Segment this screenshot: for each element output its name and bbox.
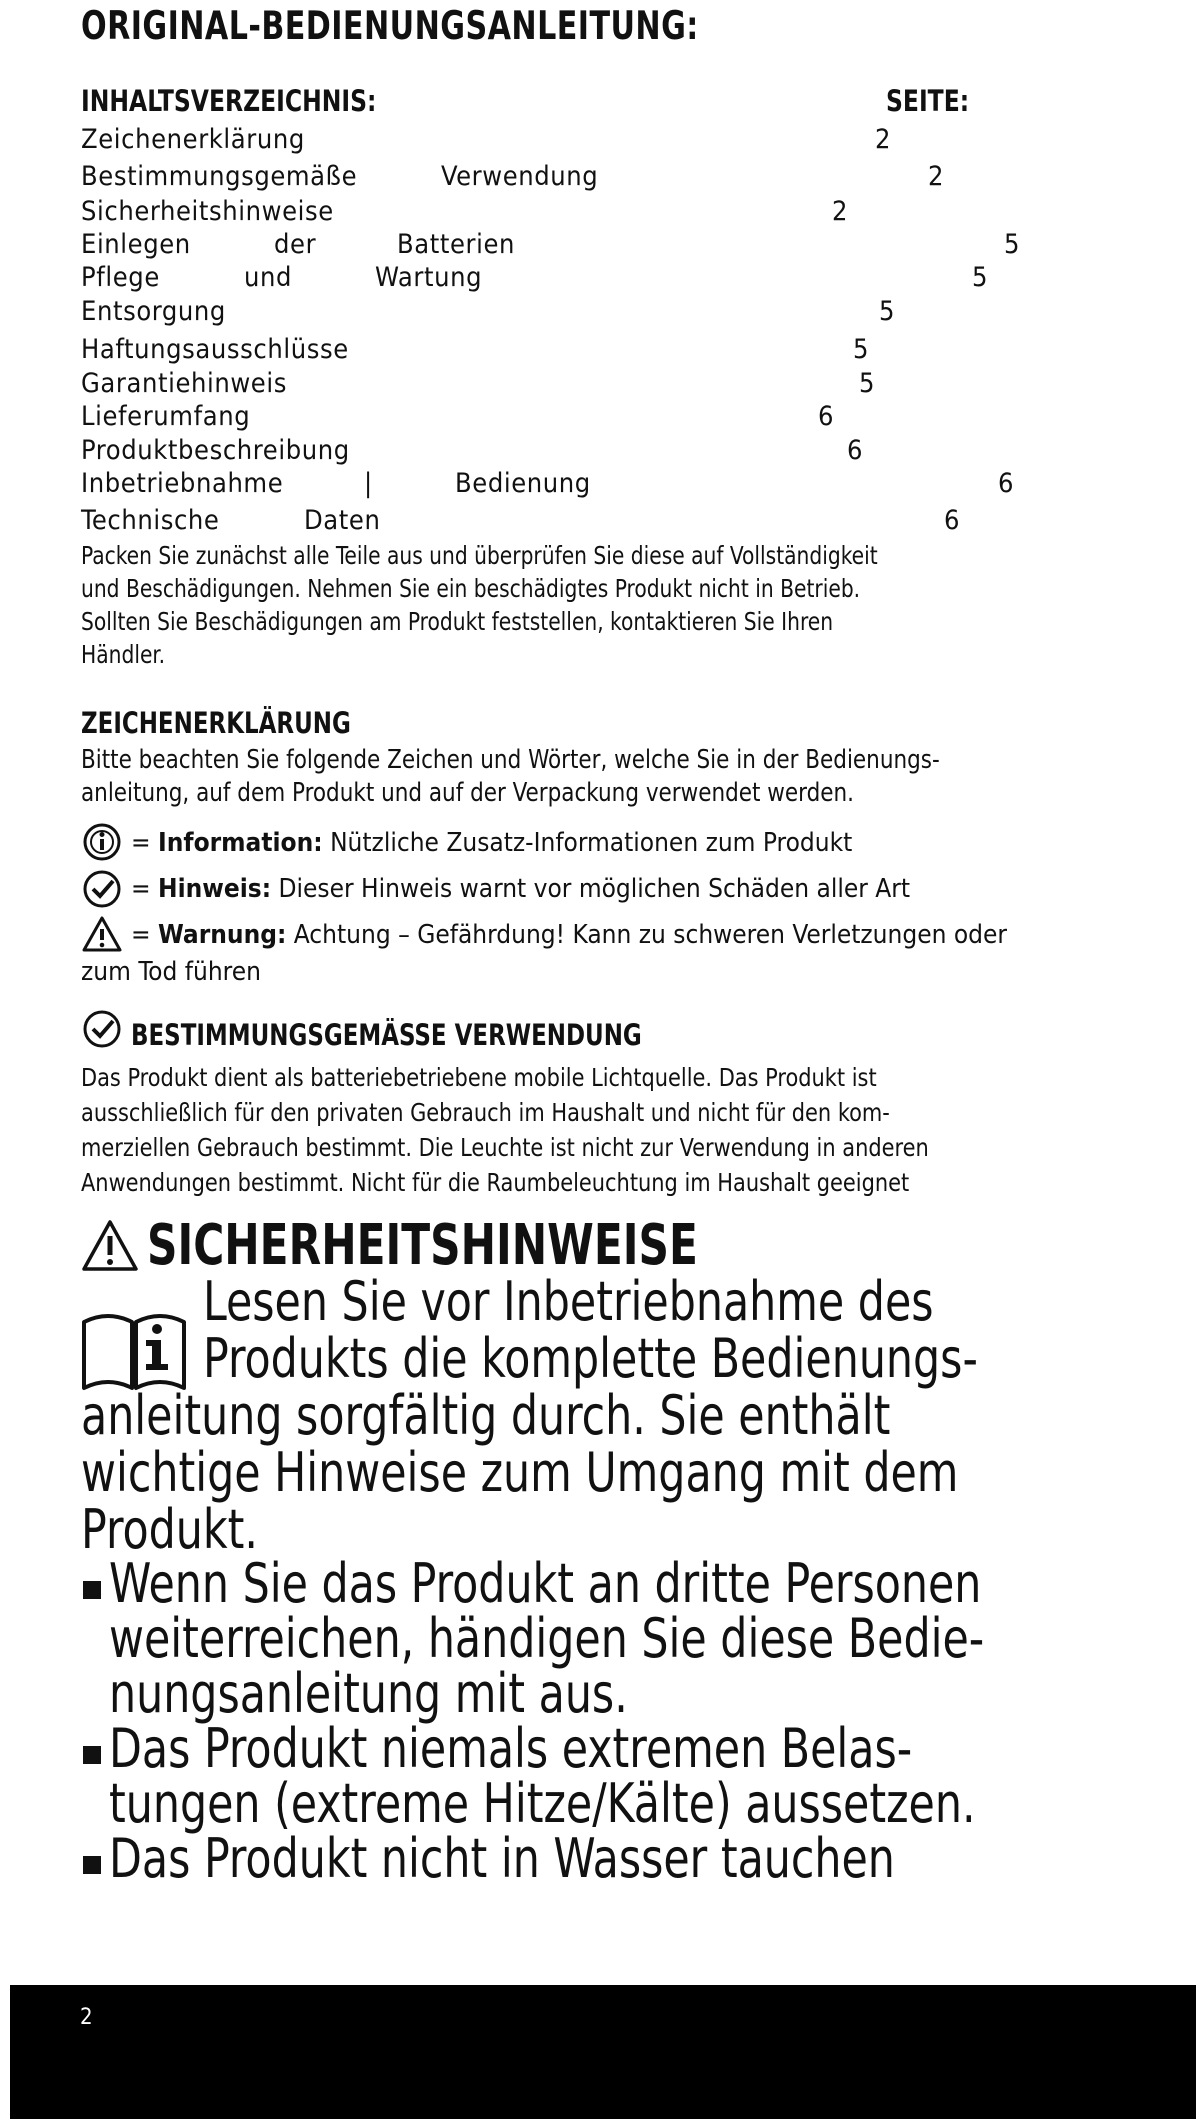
toc-entry xyxy=(0,505,1196,539)
toc-entry-label: Entsorgung xyxy=(81,296,226,327)
toc-entry xyxy=(0,334,1196,368)
text-line: anleitung, auf dem Produkt und auf der Verpackung verwendet werden. xyxy=(81,778,854,808)
text-line: Bitte beachten Sie folgende Zeichen und Wörter, welche Sie in der Bedienungs- xyxy=(81,745,940,775)
toc-entry xyxy=(0,401,1196,435)
toc-entry-page: 6 xyxy=(847,435,864,466)
equals-sign: = xyxy=(131,828,151,858)
toc-entry-label: Einlegen xyxy=(81,229,191,260)
toc-entry-page: 5 xyxy=(879,296,896,327)
toc-entry-page: 2 xyxy=(832,196,849,227)
toc-entry-label: Zeichenerklärung xyxy=(81,124,305,155)
toc-entry-label: Sicherheitshinweise xyxy=(81,196,334,227)
text-line: zum Tod führen xyxy=(81,957,261,987)
symbol-description: Achtung – Gefährdung! Kann zu schweren Verletzungen oder xyxy=(293,920,1008,950)
toc-entry xyxy=(0,296,1196,330)
toc-entry-label: Haftungsausschlüsse xyxy=(81,334,349,365)
equals-sign: = xyxy=(131,874,151,904)
toc-entry-label: | xyxy=(364,468,373,499)
safety-bullet-line: tungen (extreme Hitze/Kälte) aussetzen. xyxy=(109,1772,976,1835)
toc-entry-label: und xyxy=(244,262,293,293)
text-line: und Beschädigungen. Nehmen Sie ein beschädigtes Produkt nicht in Betrieb. xyxy=(81,574,861,603)
symbols-heading: ZEICHENERKLÄRUNG xyxy=(81,706,351,740)
document-title: ORIGINAL-BEDIENUNGSANLEITUNG: xyxy=(81,4,699,49)
symbol-description: Dieser Hinweis warnt vor möglichen Schäden aller Art xyxy=(278,874,911,904)
text-line: Händler. xyxy=(81,640,166,669)
page-number: 2 xyxy=(80,2005,93,2030)
intended-use-paragraph xyxy=(81,1060,929,1200)
text-line: ausschließlich für den privaten Gebrauch im Haushalt und nicht für den kom- xyxy=(81,1098,890,1127)
toc-entry-label: Daten xyxy=(304,505,381,536)
symbol-label: Hinweis: xyxy=(158,874,272,904)
toc-entry-page: 2 xyxy=(928,161,945,192)
symbol-description: Nützliche Zusatz-Informationen zum Produkt xyxy=(330,828,853,858)
text-line: Das Produkt dient als batteriebetriebene mobile Lichtquelle. Das Produkt ist xyxy=(81,1063,877,1092)
warning-triangle-icon xyxy=(81,914,123,956)
warning-continuation xyxy=(81,956,261,989)
read-manual-line: Produkt. xyxy=(81,1498,258,1561)
warning-triangle-icon xyxy=(81,1219,139,1273)
safety-bullet-line: Das Produkt niemals extremen Belas- xyxy=(109,1717,913,1780)
toc-page-heading: SEITE: xyxy=(886,84,970,118)
intro-paragraph xyxy=(81,539,878,671)
toc-entry-page: 5 xyxy=(1004,229,1021,260)
toc-entry xyxy=(0,435,1196,469)
text-line: Packen Sie zunächst alle Teile aus und überprüfen Sie diese auf Vollständigkeit xyxy=(81,541,878,570)
toc-entry-label: Verwendung xyxy=(441,161,599,192)
toc-entry xyxy=(0,468,1196,502)
read-manual-line: wichtige Hinweise zum Umgang mit dem xyxy=(81,1441,959,1504)
toc-entry-label: der xyxy=(274,229,317,260)
bullet-marker xyxy=(83,1581,101,1599)
safety-bullet-line: nungsanleitung mit aus. xyxy=(109,1662,628,1725)
bullet-marker xyxy=(83,1746,101,1764)
page-footer-bar xyxy=(10,1985,1196,2119)
toc-entry-label: Bedienung xyxy=(455,468,591,499)
symbol-label: Warnung: xyxy=(158,920,287,950)
read-manual-line: anleitung sorgfältig durch. Sie enthält xyxy=(81,1384,891,1447)
toc-entry-page: 6 xyxy=(818,401,835,432)
info-circle-icon xyxy=(81,822,123,864)
read-manual-line: Produkts die komplette Bedienungs- xyxy=(203,1327,978,1390)
toc-entry-label: Wartung xyxy=(375,262,483,293)
text-line: Anwendungen bestimmt. Nicht für die Raumbeleuchtung im Haushalt geeignet xyxy=(81,1168,910,1197)
toc-entry-label: Pflege xyxy=(81,262,160,293)
toc-entry-page: 6 xyxy=(944,505,961,536)
bullet-marker xyxy=(83,1856,101,1874)
safety-bullet-line: Wenn Sie das Produkt an dritte Personen xyxy=(109,1552,982,1615)
safety-bullet-line: Das Produkt nicht in Wasser tauchen xyxy=(109,1827,895,1890)
toc-entry xyxy=(0,196,1196,230)
symbols-intro xyxy=(81,744,940,810)
text-line: Sollten Sie Beschädigungen am Produkt feststellen, kontaktieren Sie Ihren xyxy=(81,607,834,636)
read-manual-line: Lesen Sie vor Inbetriebnahme des xyxy=(203,1270,934,1333)
toc-entry-page: 2 xyxy=(875,124,892,155)
safety-heading: SICHERHEITSHINWEISE xyxy=(147,1213,698,1278)
toc-entry xyxy=(0,368,1196,402)
toc-entry-page: 6 xyxy=(998,468,1015,499)
read-manual-book-icon xyxy=(80,1300,188,1394)
toc-heading: INHALTSVERZEICHNIS: xyxy=(81,84,377,118)
equals-sign: = xyxy=(131,920,151,950)
toc-entry xyxy=(0,229,1196,263)
intended-use-heading: BESTIMMUNGSGEMÄSSE VERWENDUNG xyxy=(131,1018,642,1052)
symbol-label: Information: xyxy=(158,828,323,858)
toc-entry-label: Technische xyxy=(81,505,220,536)
toc-entry xyxy=(0,161,1196,195)
toc-entry-label: Garantiehinweis xyxy=(81,368,287,399)
toc-entry xyxy=(0,262,1196,296)
text-line: merziellen Gebrauch bestimmt. Die Leuchte ist nicht zur Verwendung in anderen xyxy=(81,1133,929,1162)
toc-entry-page: 5 xyxy=(972,262,989,293)
toc-entry-label: Batterien xyxy=(397,229,516,260)
toc-entry-page: 5 xyxy=(859,368,876,399)
toc-entry-label: Lieferumfang xyxy=(81,401,251,432)
checkmark-circle-icon xyxy=(81,868,123,910)
toc-entry-label: Produktbeschreibung xyxy=(81,435,350,466)
toc-entry-label: Inbetriebnahme xyxy=(81,468,284,499)
toc-entry xyxy=(0,124,1196,158)
safety-bullet-line: weiterreichen, händigen Sie diese Bedie- xyxy=(109,1607,985,1670)
checkmark-circle-icon xyxy=(81,1008,123,1050)
toc-entry-page: 5 xyxy=(853,334,870,365)
toc-entry-label: Bestimmungsgemäße xyxy=(81,161,358,192)
